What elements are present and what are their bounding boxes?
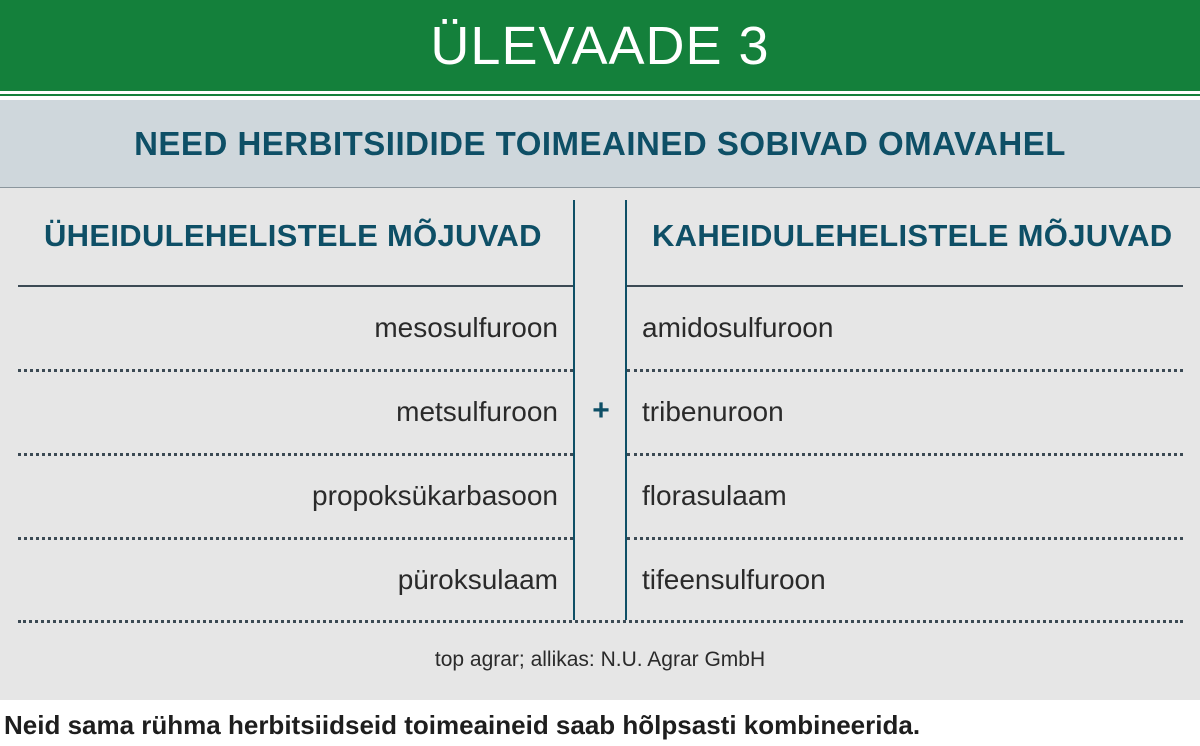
right-divider-line [625,200,627,620]
header-rule-line [0,94,1200,96]
right-cell: florasulaam [642,480,787,511]
caption-text: Neid sama rühma herbitsiidseid toimeaineid saab hõlpsasti kombineerida. [4,710,921,740]
left-column-header: ÜHEIDULEHELISTELE MÕJUVAD [44,218,542,253]
header-rule [0,91,1200,100]
row-divider [18,369,573,372]
right-header-rule [627,285,1183,287]
left-cell: propoksükarbasoon [312,480,558,511]
row-divider [18,537,573,540]
right-cell: tifeensulfuroon [642,564,826,595]
right-cell: tribenuroon [642,396,784,427]
header-title: ÜLEVAADE 3 [430,15,770,76]
left-divider-line [573,200,575,620]
row-divider [627,453,1183,456]
left-header-rule [18,285,573,287]
plus-sign: + [592,394,610,427]
row-divider [18,453,573,456]
header-bar [0,0,1200,91]
right-column-header: KAHEIDULEHELISTELE MÕJUVAD [652,218,1173,253]
compatibility-table [0,188,1200,700]
subheader-bar [0,100,1200,188]
row-divider [18,620,1183,623]
left-cell: püroksulaam [397,564,558,595]
left-cell: metsulfuroon [396,396,558,427]
right-cell: amidosulfuroon [642,312,834,343]
subheader-title: NEED HERBITSIIDIDE TOIMEAINED SOBIVAD OMAVAHEL [134,124,1066,162]
row-divider [627,537,1183,540]
source-note: top agrar; allikas: N.U. Agrar GmbH [434,648,766,671]
row-divider [627,369,1183,372]
left-cell: mesosulfuroon [374,312,558,343]
